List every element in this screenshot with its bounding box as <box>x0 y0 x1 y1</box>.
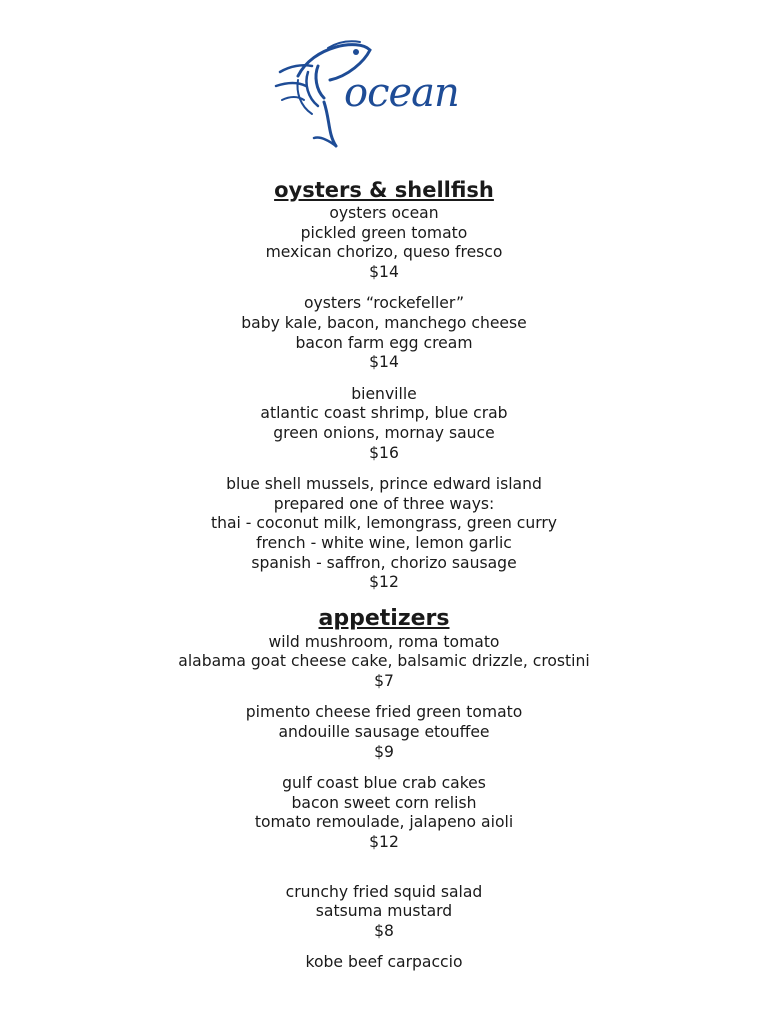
restaurant-logo <box>268 36 500 154</box>
dish-name: blue shell mussels, prince edward island <box>226 475 542 494</box>
menu-item <box>0 774 768 852</box>
dish-description: baby kale, bacon, manchego cheese <box>241 313 527 332</box>
dish-name: bienville <box>351 384 417 403</box>
dish-description: green onions, mornay sauce <box>273 423 495 442</box>
dish-name: oysters “rockefeller” <box>303 294 465 313</box>
menu-item <box>0 633 768 692</box>
dish-description: prepared one of three ways: <box>273 494 495 513</box>
dish-price: $8 <box>374 921 394 940</box>
menu-item <box>0 294 768 372</box>
dish-name: kobe beef carpaccio <box>305 953 463 972</box>
dish-name: wild mushroom, roma tomato <box>268 632 500 651</box>
menu-item <box>0 204 768 282</box>
dish-name: pimento cheese fried green tomato <box>245 703 523 722</box>
dish-name: gulf coast blue crab cakes <box>282 774 486 793</box>
dish-name: crunchy fried squid salad <box>285 882 483 901</box>
dish-price: $9 <box>374 742 394 761</box>
dish-description: alabama goat cheese cake, balsamic drizzle, crostini <box>178 652 590 671</box>
dish-description: bacon sweet corn relish <box>291 793 477 812</box>
dish-description: tomato remoulade, jalapeno aioli <box>254 813 514 832</box>
dish-price: $16 <box>369 443 399 462</box>
menu-item <box>0 883 768 942</box>
section-title: oysters & shellfish <box>274 178 494 202</box>
dish-description: atlantic coast shrimp, blue crab <box>260 404 508 423</box>
menu-section <box>0 176 768 593</box>
menu-item <box>0 385 768 463</box>
logo-wordmark: ocean <box>344 70 459 116</box>
dish-name: oysters ocean <box>329 204 439 222</box>
menu-item <box>0 953 768 973</box>
dish-description: mexican chorizo, queso fresco <box>265 243 503 262</box>
dish-price: $14 <box>369 262 399 281</box>
dish-description: pickled green tomato <box>300 223 468 242</box>
dish-price: $7 <box>374 671 394 690</box>
dish-description: andouille sausage etouffee <box>278 723 490 742</box>
dish-price: $12 <box>369 833 399 852</box>
menu-item <box>0 475 768 593</box>
menu-item <box>0 703 768 762</box>
dish-price: $14 <box>369 353 399 372</box>
dish-description: french - white wine, lemon garlic <box>256 533 512 552</box>
menu-section <box>0 605 768 973</box>
dish-price: $12 <box>369 573 399 592</box>
dish-description: spanish - saffron, chorizo sausage <box>251 553 517 572</box>
section-title: appetizers <box>318 605 450 631</box>
dish-description: satsuma mustard <box>315 902 453 921</box>
menu-content <box>0 176 768 985</box>
dish-description: thai - coconut milk, lemongrass, green curry <box>210 514 558 533</box>
dish-description: bacon farm egg cream <box>295 333 473 352</box>
